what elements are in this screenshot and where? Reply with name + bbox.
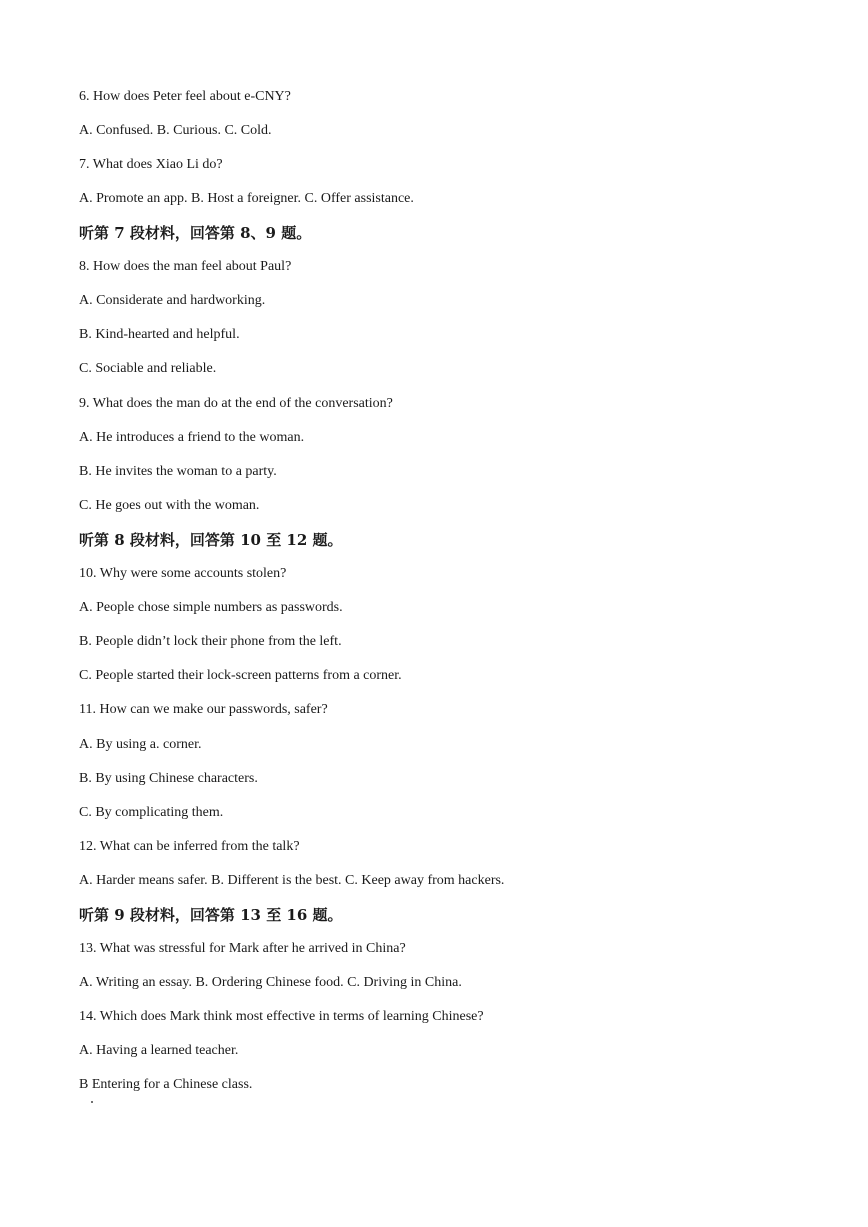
question-14: 14. Which does Mark think most effective in terms of learning Chinese? <box>79 1009 484 1024</box>
option-10c: C. People started their lock-screen patterns from a corner. <box>79 668 402 683</box>
stray-dot <box>91 1101 93 1103</box>
question-11: 11. How can we make our passwords, safer? <box>79 702 328 717</box>
option-11c: C. By complicating them. <box>79 805 224 820</box>
question-8: 8. How does the man feel about Paul? <box>79 259 292 274</box>
option-11a: A. By using a. corner. <box>79 737 202 752</box>
option-8c: C. Sociable and reliable. <box>79 361 217 376</box>
option-10b: B. People didn’t lock their phone from the left. <box>79 634 342 649</box>
options-6: A. Confused. B. Curious. C. Cold. <box>79 123 272 138</box>
section-heading-8: 听第 8 段材料，回答第 10 至 12 题。 <box>79 531 343 549</box>
options-7: A. Promote an app. B. Host a foreigner. C. Offer assistance. <box>79 191 414 206</box>
option-11b: B. By using Chinese characters. <box>79 771 258 786</box>
option-8a: A. Considerate and hardworking. <box>79 293 266 308</box>
question-12: 12. What can be inferred from the talk? <box>79 839 300 854</box>
option-10a: A. People chose simple numbers as passwords. <box>79 600 343 615</box>
question-13: 13. What was stressful for Mark after he arrived in China? <box>79 941 406 956</box>
question-9: 9. What does the man do at the end of the conversation? <box>79 396 393 411</box>
options-13: A. Writing an essay. B. Ordering Chinese food. C. Driving in China. <box>79 975 462 990</box>
section-heading-7: 听第 7 段材料，回答第 8、9 题。 <box>79 224 312 242</box>
question-6: 6. How does Peter feel about e-CNY? <box>79 89 291 104</box>
option-14b: B Entering for a Chinese class. <box>79 1077 253 1092</box>
option-8b: B. Kind-hearted and helpful. <box>79 327 240 342</box>
options-12: A. Harder means safer. B. Different is the best. C. Keep away from hackers. <box>79 873 505 888</box>
option-9a: A. He introduces a friend to the woman. <box>79 430 305 445</box>
option-14a: A. Having a learned teacher. <box>79 1043 239 1058</box>
question-7: 7. What does Xiao Li do? <box>79 157 223 172</box>
option-9b: B. He invites the woman to a party. <box>79 464 277 479</box>
section-heading-9: 听第 9 段材料，回答第 13 至 16 题。 <box>79 906 343 924</box>
option-9c: C. He goes out with the woman. <box>79 498 260 513</box>
question-10: 10. Why were some accounts stolen? <box>79 566 287 581</box>
